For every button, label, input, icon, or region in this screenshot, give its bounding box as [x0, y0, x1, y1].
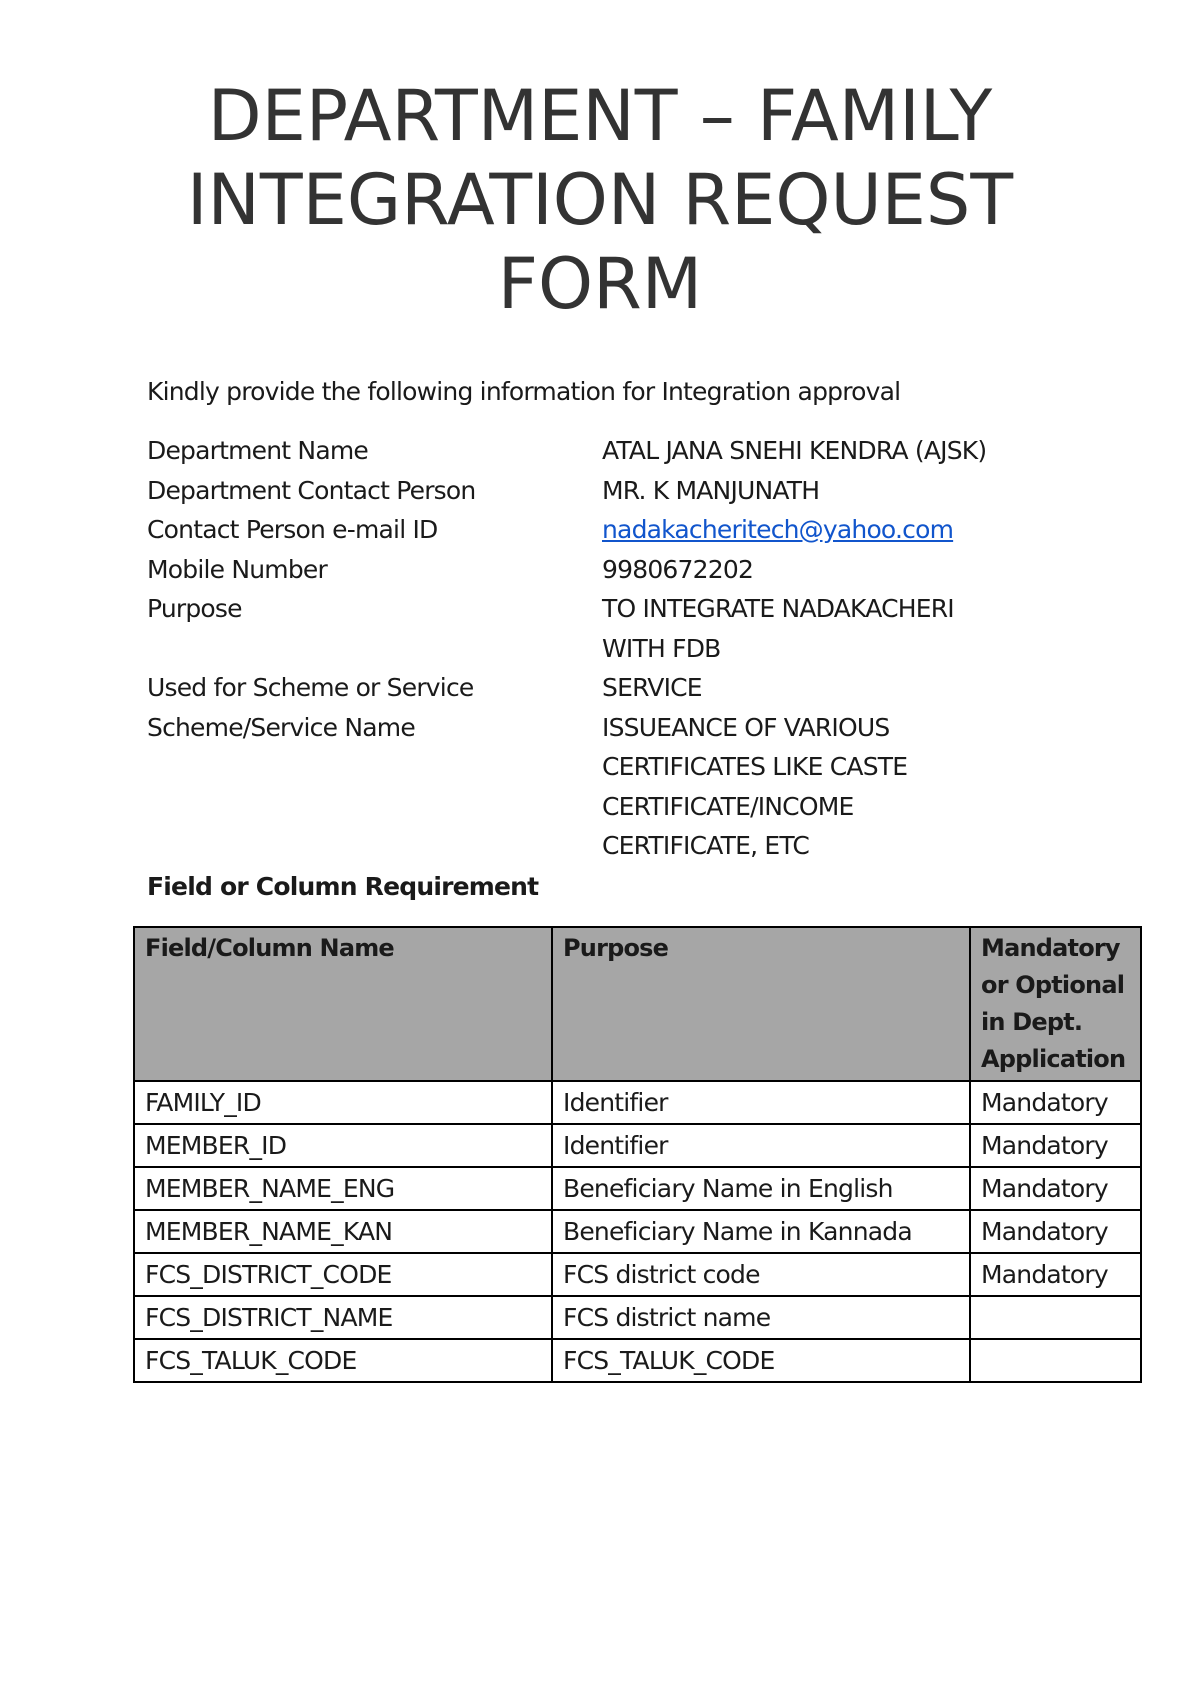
info-value: ISSUEANCE OF VARIOUS CERTIFICATES LIKE CASTE CERTIFICATE/INCOME CERTIFICATE, ETC — [602, 712, 908, 860]
purpose-cell: Beneficiary Name in Kannada — [552, 1210, 970, 1253]
info-label: Used for Scheme or Service — [147, 673, 474, 702]
info-label: Mobile Number — [147, 554, 327, 584]
table-row — [134, 1210, 1141, 1253]
page-title: DEPARTMENT – FAMILY INTEGRATION REQUEST FORM — [186, 75, 1014, 325]
requirement-cell: Mandatory — [970, 1167, 1141, 1210]
field-cell: FCS_TALUK_CODE — [134, 1339, 552, 1382]
info-label: Purpose — [147, 594, 242, 623]
info-row-mobile — [147, 550, 1067, 590]
info-value: 9980672202 — [602, 554, 754, 584]
table-row — [134, 1339, 1141, 1382]
table-row — [134, 1081, 1141, 1124]
requirement-cell — [970, 1339, 1141, 1382]
info-value: ATAL JANA SNEHI KENDRA (AJSK) — [602, 436, 987, 465]
field-cell: MEMBER_NAME_ENG — [134, 1167, 552, 1210]
table-header-row — [134, 927, 1141, 1081]
column-header-field: Field/Column Name — [134, 927, 552, 1081]
info-label: Scheme/Service Name — [147, 712, 415, 742]
info-label: Department Contact Person — [147, 475, 476, 505]
section-heading: Field or Column Requirement — [147, 872, 539, 901]
info-row-department-name — [147, 431, 1067, 471]
field-cell: MEMBER_ID — [134, 1124, 552, 1167]
purpose-cell: Identifier — [552, 1124, 970, 1167]
info-value: TO INTEGRATE NADAKACHERI WITH FDB — [602, 594, 954, 663]
info-label: Department Name — [147, 436, 368, 465]
info-value: SERVICE — [602, 673, 702, 702]
field-cell: FCS_DISTRICT_NAME — [134, 1296, 552, 1339]
table-row — [134, 1253, 1141, 1296]
requirement-cell: Mandatory — [970, 1124, 1141, 1167]
requirement-cell: Mandatory — [970, 1210, 1141, 1253]
purpose-cell: FCS district code — [552, 1253, 970, 1296]
info-value: MR. K MANJUNATH — [602, 475, 820, 505]
department-info — [147, 431, 1067, 866]
info-row-purpose — [147, 589, 1067, 668]
field-requirement-table — [133, 926, 1142, 1383]
purpose-cell: Identifier — [552, 1081, 970, 1124]
requirement-cell — [970, 1296, 1141, 1339]
table-row — [134, 1167, 1141, 1210]
info-row-scheme-service-name — [147, 708, 1067, 866]
requirement-cell: Mandatory — [970, 1081, 1141, 1124]
table-row — [134, 1296, 1141, 1339]
field-cell: FCS_DISTRICT_CODE — [134, 1253, 552, 1296]
info-row-contact-person — [147, 471, 1067, 511]
email-link[interactable]: nadakacheritech@yahoo.com — [602, 515, 954, 544]
info-label: Contact Person e-mail ID — [147, 515, 438, 544]
purpose-cell: FCS district name — [552, 1296, 970, 1339]
column-header-purpose: Purpose — [552, 927, 970, 1081]
purpose-cell: FCS_TALUK_CODE — [552, 1339, 970, 1382]
field-cell: MEMBER_NAME_KAN — [134, 1210, 552, 1253]
intro-text: Kindly provide the following information for Integration approval — [147, 377, 901, 406]
requirement-cell: Mandatory — [970, 1253, 1141, 1296]
field-cell: FAMILY_ID — [134, 1081, 552, 1124]
column-header-requirement: Mandatory or Optional in Dept. Application — [970, 927, 1141, 1081]
table-row — [134, 1124, 1141, 1167]
purpose-cell: Beneficiary Name in English — [552, 1167, 970, 1210]
info-row-scheme-or-service — [147, 668, 1067, 708]
info-row-email — [147, 510, 1067, 550]
